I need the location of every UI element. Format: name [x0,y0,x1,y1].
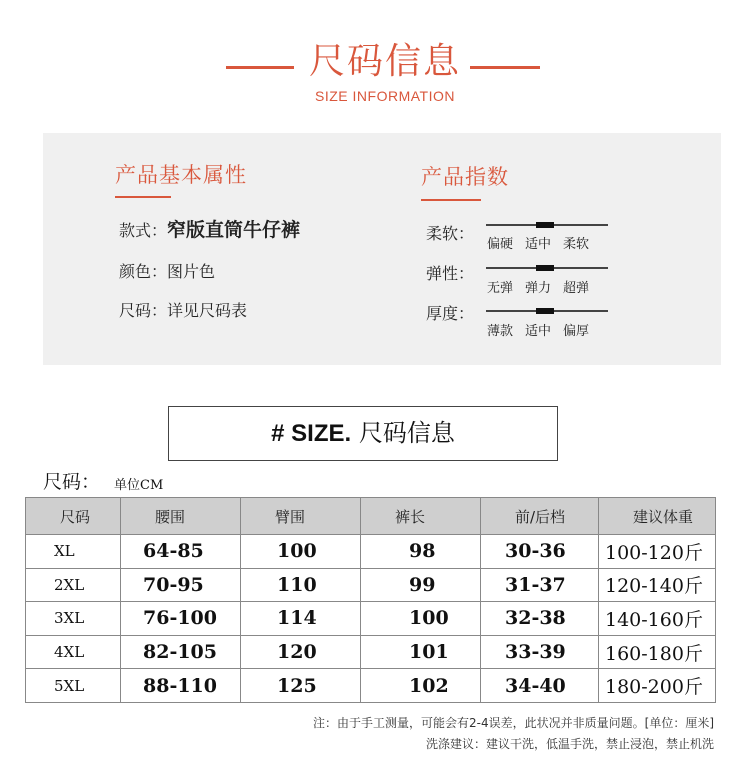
table-row [26,669,716,703]
index-elasticity-label: 弹性： [426,264,475,283]
option-label: 偏厚 [563,324,590,339]
table-cell: 2XL [26,568,121,602]
size-heading-text: 尺码信息 [351,419,455,447]
header-arm: 臂围 [241,498,361,535]
index-softness-label: 柔软： [426,224,475,243]
option-label: 柔软 [563,237,590,252]
table-cell: 180-200斤 [599,669,716,703]
attr-style [119,215,300,242]
product-info-panel [43,133,721,365]
washing-note: 洗涤建议：建议干洗，低温手洗，禁止浸泡，禁止机洗 [425,737,714,751]
table-cell: 110 [241,568,361,602]
option-label: 无弹 [487,281,514,296]
index-softness-options [487,233,617,252]
table-cell: 100-120斤 [599,535,716,569]
table-cell: 114 [241,602,361,636]
table-row [26,635,716,669]
table-cell: 120 [241,635,361,669]
header-weight: 建议体重 [599,498,716,535]
index-elasticity-options [487,277,617,296]
title-right-rule [470,66,540,69]
table-cell: 64-85 [121,535,241,569]
size-table-label: 尺码： [43,471,101,493]
product-index-title: 产品指数 [421,165,509,189]
attr-color-label: 颜色： [119,262,168,281]
table-cell: 5XL [26,669,121,703]
title-left-rule [226,66,294,69]
option-label: 薄款 [487,324,514,339]
table-cell: 120-140斤 [599,568,716,602]
index-softness-marker [536,222,554,228]
table-row [26,568,716,602]
table-cell: 31-37 [481,568,599,602]
table-cell: 76-100 [121,602,241,636]
header-rise: 前/后档 [481,498,599,535]
table-cell: 100 [241,535,361,569]
index-thickness-options [487,320,617,339]
attr-color-value: 图片色 [167,262,216,281]
table-cell: 125 [241,669,361,703]
table-cell: XL [26,535,121,569]
option-label: 偏硬 [487,237,514,252]
attr-size [119,298,247,321]
table-cell: 32-38 [481,602,599,636]
table-header-row [26,498,716,535]
table-cell: 70-95 [121,568,241,602]
table-cell: 100 [361,602,481,636]
option-label: 弹力 [525,281,552,296]
index-thickness-label: 厚度： [426,304,475,323]
table-cell: 4XL [26,635,121,669]
table-cell: 101 [361,635,481,669]
table-cell: 3XL [26,602,121,636]
page-subtitle: SIZE INFORMATION [315,88,455,104]
size-heading-box [168,406,558,461]
size-heading-hash: # SIZE. [271,420,352,447]
table-cell: 30-36 [481,535,599,569]
size-table-unit: 单位CM [114,478,164,493]
page-title: 尺码信息 [308,41,461,82]
header-length: 裤长 [361,498,481,535]
attr-color [119,259,215,282]
table-cell: 33-39 [481,635,599,669]
attr-style-label: 款式： [119,221,168,240]
table-cell: 98 [361,535,481,569]
table-cell: 88-110 [121,669,241,703]
measurement-note: 注：由于手工测量，可能会有2-4误差，此状况并非质量问题。[单位：厘米] [313,716,714,730]
option-label: 超弹 [563,281,590,296]
index-elasticity-marker [536,265,554,271]
table-cell: 140-160斤 [599,602,716,636]
basic-attributes-underline [115,196,171,198]
option-label: 适中 [525,324,552,339]
basic-attributes-title: 产品基本属性 [115,163,247,187]
table-cell: 102 [361,669,481,703]
index-thickness-marker [536,308,554,314]
size-table [25,497,716,703]
option-label: 适中 [525,237,552,252]
table-cell: 82-105 [121,635,241,669]
header-size: 尺码 [26,498,121,535]
table-cell: 34-40 [481,669,599,703]
header-waist: 腰围 [121,498,241,535]
attr-size-value: 详见尺码表 [167,301,248,320]
attr-size-label: 尺码： [119,301,168,320]
table-cell: 99 [361,568,481,602]
product-index-underline [421,199,481,201]
table-row [26,535,716,569]
attr-style-value: 窄版直筒牛仔裤 [167,219,301,241]
table-row [26,602,716,636]
table-cell: 160-180斤 [599,635,716,669]
